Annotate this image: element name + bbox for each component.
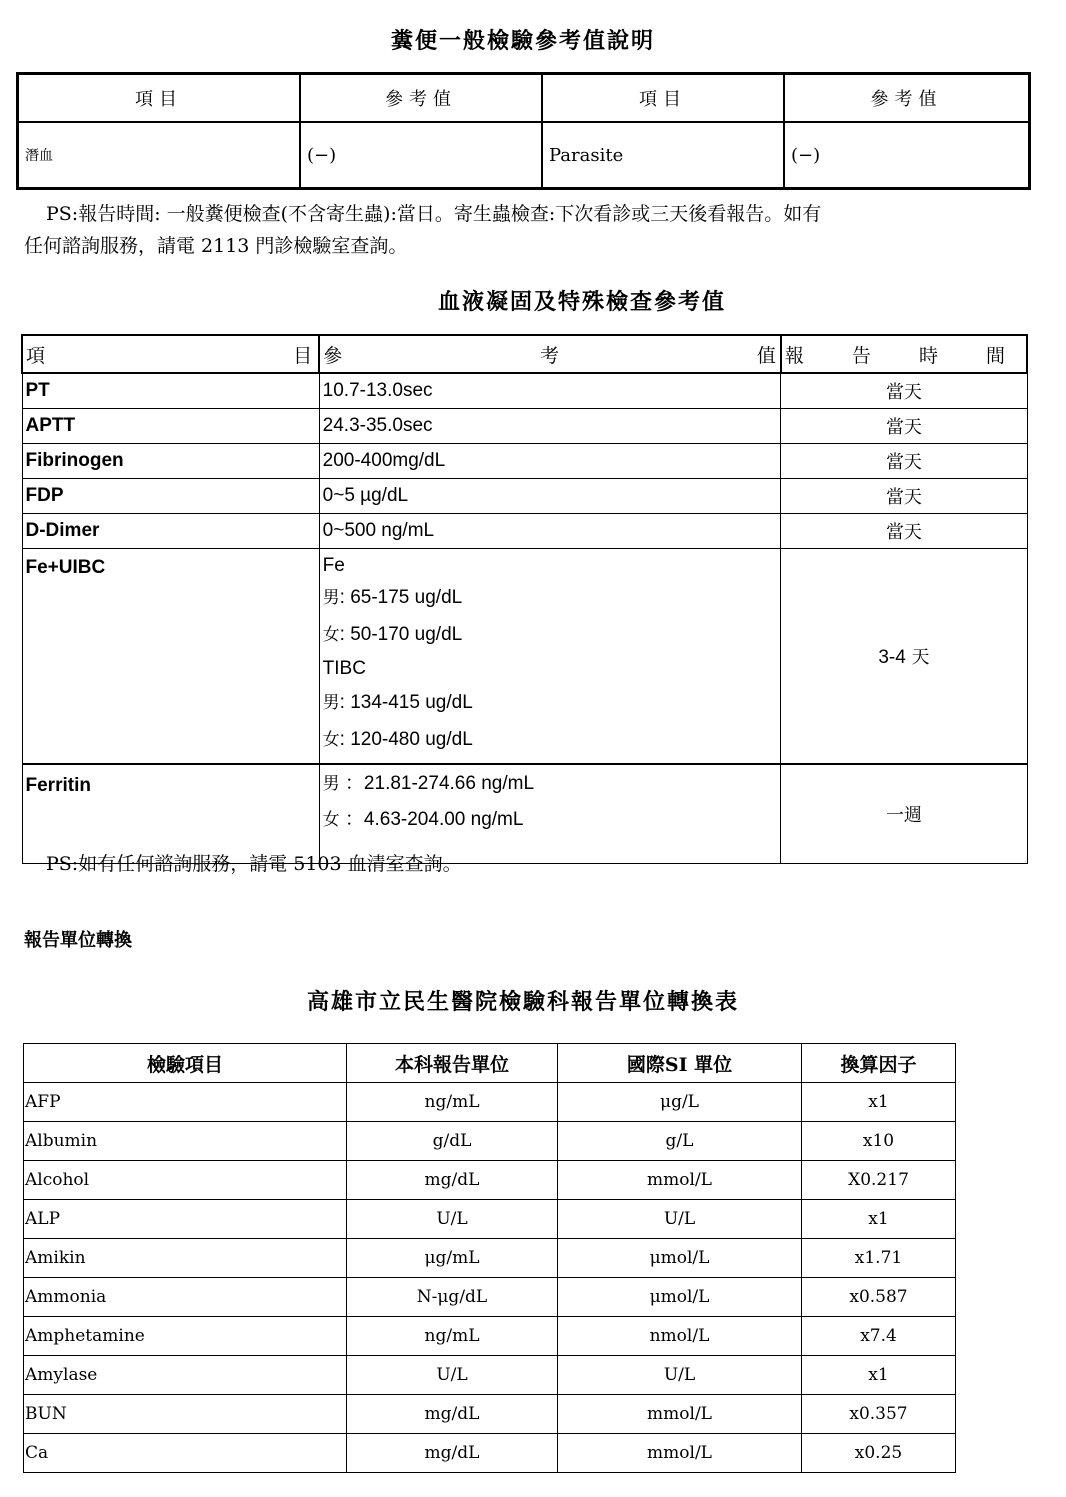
header-reference: 參考值 xyxy=(784,74,1030,123)
tibc-label: TIBC xyxy=(322,658,366,679)
conversion-factor: x10 xyxy=(802,1122,956,1161)
stool-ps-line2: 任何諮詢服務，請電 2113 門診檢驗室查詢。 xyxy=(24,235,408,257)
conversion-factor: x1 xyxy=(802,1356,956,1395)
table-row xyxy=(24,1278,956,1317)
header-item-char2: 目 xyxy=(293,344,313,367)
header-item xyxy=(22,335,319,373)
test-item: Ammonia xyxy=(24,1278,347,1317)
test-report-time: 當天 xyxy=(781,444,1027,479)
test-name: FDP xyxy=(22,479,319,514)
table-row xyxy=(22,444,1027,479)
occult-blood-value: (−) xyxy=(300,122,542,189)
fe-label: Fe xyxy=(322,555,345,576)
coag-title: 血液凝固及特殊檢查參考值 xyxy=(437,289,726,315)
fe-female-value: : 50-170 ug/dL xyxy=(339,624,463,645)
conversion-factor: x0.357 xyxy=(802,1395,956,1434)
test-name: Ferritin xyxy=(22,764,319,864)
table-row xyxy=(22,479,1027,514)
test-name: Fe+UIBC xyxy=(22,549,319,765)
local-unit: mg/dL xyxy=(347,1395,558,1434)
conversion-factor: x1 xyxy=(802,1083,956,1122)
header-reference-char3: 值 xyxy=(756,344,776,367)
tibc-male-value: : 134-415 ug/dL xyxy=(339,692,473,713)
test-report-time: 當天 xyxy=(781,514,1027,549)
test-reference: 10.7-13.0sec xyxy=(319,373,781,409)
table-row xyxy=(22,549,1027,765)
local-unit: g/dL xyxy=(347,1122,558,1161)
si-unit: mmol/L xyxy=(558,1434,802,1473)
fe-reference xyxy=(319,549,781,765)
conversion-factor: x1 xyxy=(802,1200,956,1239)
male-label: 男 xyxy=(322,774,340,794)
header-item: 項目 xyxy=(18,74,301,123)
table-row xyxy=(22,373,1027,409)
header-test-item: 檢驗項目 xyxy=(24,1044,347,1083)
table-row xyxy=(18,122,1030,189)
header-item-char1: 項 xyxy=(26,344,46,367)
conversion-factor: x0.25 xyxy=(802,1434,956,1473)
table-row xyxy=(22,409,1027,444)
local-unit: N-μg/dL xyxy=(347,1278,558,1317)
test-item: AFP xyxy=(24,1083,347,1122)
table-header-row xyxy=(24,1044,956,1083)
header-reference: 參考值 xyxy=(300,74,542,123)
si-unit: U/L xyxy=(558,1356,802,1395)
test-report-time: 當天 xyxy=(781,479,1027,514)
test-reference: 200-400mg/dL xyxy=(319,444,781,479)
female-label: 女 xyxy=(322,730,340,750)
table-header-row xyxy=(18,74,1030,123)
table-row xyxy=(24,1200,956,1239)
parasite-label: Parasite xyxy=(542,122,784,189)
male-label: 男 xyxy=(322,588,340,608)
test-item: Amphetamine xyxy=(24,1317,347,1356)
table-row xyxy=(24,1239,956,1278)
si-unit: μmol/L xyxy=(558,1239,802,1278)
header-reference-char1: 參 xyxy=(323,344,343,367)
test-item: Ca xyxy=(24,1434,347,1473)
stool-reference-table xyxy=(16,72,1031,190)
fe-male-range xyxy=(323,581,781,615)
test-name: APTT xyxy=(22,409,319,444)
local-unit: ng/mL xyxy=(347,1317,558,1356)
test-item: BUN xyxy=(24,1395,347,1434)
test-item: Amikin xyxy=(24,1239,347,1278)
si-unit: g/L xyxy=(558,1122,802,1161)
table-row xyxy=(22,514,1027,549)
test-name: D-Dimer xyxy=(22,514,319,549)
female-label: 女 xyxy=(322,625,340,645)
local-unit: μg/mL xyxy=(347,1239,558,1278)
tibc-male-range xyxy=(323,686,781,720)
header-factor: 換算因子 xyxy=(802,1044,956,1083)
test-reference: 0~5 µg/dL xyxy=(319,479,781,514)
si-unit: μg/L xyxy=(558,1083,802,1122)
table-row xyxy=(24,1161,956,1200)
test-reference: 0~500 ng/mL xyxy=(319,514,781,549)
test-item: Albumin xyxy=(24,1122,347,1161)
si-unit: mmol/L xyxy=(558,1161,802,1200)
si-unit: nmol/L xyxy=(558,1317,802,1356)
test-reference: 24.3-35.0sec xyxy=(319,409,781,444)
fe-time-unit: 天 xyxy=(911,647,930,668)
ferritin-male-range xyxy=(323,767,781,801)
occult-blood-label: 潛血 xyxy=(18,122,301,189)
si-unit: mmol/L xyxy=(558,1395,802,1434)
test-item: Amylase xyxy=(24,1356,347,1395)
table-row xyxy=(24,1317,956,1356)
test-report-time xyxy=(781,549,1027,765)
local-unit: mg/dL xyxy=(347,1434,558,1473)
table-header-row xyxy=(22,335,1027,373)
test-report-time: 當天 xyxy=(781,373,1027,409)
parasite-value: (−) xyxy=(784,122,1030,189)
test-report-time: 當天 xyxy=(781,409,1027,444)
tibc-female-value: : 120-480 ug/dL xyxy=(339,729,473,750)
test-report-time: 一週 xyxy=(781,764,1027,864)
local-unit: mg/dL xyxy=(347,1161,558,1200)
test-name: PT xyxy=(22,373,319,409)
local-unit: U/L xyxy=(347,1356,558,1395)
si-unit: μmol/L xyxy=(558,1278,802,1317)
coag-ps: PS:如有任何諮詢服務，請電 5103 血清室查詢。 xyxy=(46,853,462,875)
header-local-unit: 本科報告單位 xyxy=(347,1044,558,1083)
header-reference-char2: 考 xyxy=(540,344,560,367)
stool-title: 糞便一般檢驗參考值說明 xyxy=(390,28,655,54)
fe-time-number: 3-4 xyxy=(878,647,906,668)
table-row xyxy=(24,1395,956,1434)
test-item: Alcohol xyxy=(24,1161,347,1200)
tibc-female-range xyxy=(323,723,781,757)
unit-conversion-table xyxy=(23,1043,956,1473)
header-si-unit: 國際SI 單位 xyxy=(558,1044,802,1083)
local-unit: U/L xyxy=(347,1200,558,1239)
si-unit: U/L xyxy=(558,1200,802,1239)
conversion-factor: x1.71 xyxy=(802,1239,956,1278)
fe-male-value: : 65-175 ug/dL xyxy=(339,587,463,608)
conversion-factor: x7.4 xyxy=(802,1317,956,1356)
table-row xyxy=(24,1083,956,1122)
table-row xyxy=(24,1356,956,1395)
conversion-factor: X0.217 xyxy=(802,1161,956,1200)
ferritin-female-value: ：4.63-204.00 ng/mL xyxy=(339,809,524,830)
female-label: 女 xyxy=(322,810,340,830)
fe-female-range xyxy=(323,618,781,652)
male-label: 男 xyxy=(322,693,340,713)
test-name: Fibrinogen xyxy=(22,444,319,479)
conversion-factor: x0.587 xyxy=(802,1278,956,1317)
table-row xyxy=(24,1434,956,1473)
test-item: ALP xyxy=(24,1200,347,1239)
local-unit: ng/mL xyxy=(347,1083,558,1122)
unit-table-title: 高雄市立民生醫院檢驗科報告單位轉換表 xyxy=(306,989,739,1015)
header-report-time: 報 告 時 間 xyxy=(781,335,1027,373)
ferritin-female-range xyxy=(323,803,781,837)
stool-ps-line1: PS:報告時間: 一般糞便檢查(不含寄生蟲):當日。寄生蟲檢查:下次看診或三天後看報告。如有 xyxy=(46,203,822,225)
header-item: 項目 xyxy=(542,74,784,123)
table-row xyxy=(24,1122,956,1161)
ferritin-male-value: ：21.81-274.66 ng/mL xyxy=(339,773,535,794)
unit-section-label: 報告單位轉換 xyxy=(24,930,132,951)
coag-reference-table xyxy=(21,334,1028,864)
header-reference xyxy=(319,335,781,373)
